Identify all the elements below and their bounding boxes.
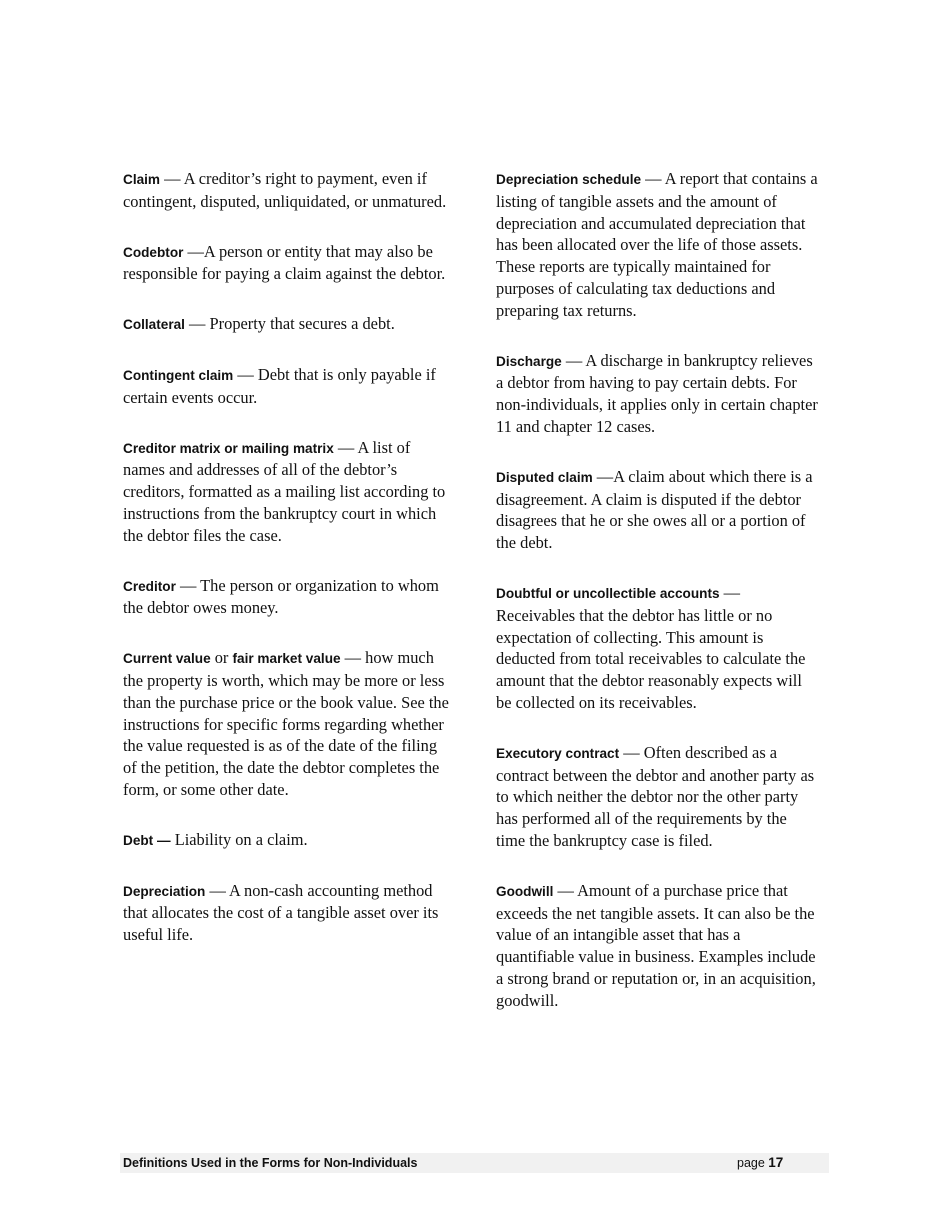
separator: — <box>561 350 586 370</box>
separator: — <box>233 364 258 384</box>
term: Executory contract <box>496 745 620 761</box>
separator: — <box>553 880 578 900</box>
footer-title: Definitions Used in the Forms for Non-Individuals <box>123 1156 418 1170</box>
right-column <box>496 168 818 1040</box>
definition-text: A person or entity that may also be responsible for paying a claim against the debtor. <box>123 241 446 284</box>
separator: — <box>160 169 184 188</box>
definition-disputed-claim <box>496 466 818 554</box>
separator: — <box>719 582 741 602</box>
separator: — <box>592 466 614 486</box>
definition-depreciation-schedule <box>496 168 818 322</box>
definition-text: A creditor’s right to payment, even if contingent, disputed, unliquidated, or unmatured. <box>123 169 447 211</box>
definition-text: how much the property is worth, which may be more or less than the purchase price or the book value. See the instructions for specific forms regarding whether the value requested is as of the date of the filing of the petition, the date the debtor completes the form, or some other date. <box>123 648 449 799</box>
definition-text: A list of names and addresses of all of the debtor’s creditors, formatted as a mailing list according to instructions from the bankruptcy court in which the debtor files the case. <box>123 437 446 545</box>
page-number-value: 17 <box>768 1155 784 1170</box>
term: Contingent claim <box>123 367 234 383</box>
definition-current-value <box>123 647 449 801</box>
term: Disputed claim <box>496 469 593 485</box>
term: Creditor <box>123 578 176 594</box>
definition-text: A discharge in bankruptcy relieves a debtor from having to pay certain debts. For non-individuals, it applies only in certain chapter 11 and chapter 12 cases. <box>496 350 818 436</box>
connector: or <box>210 648 233 668</box>
definition-text: Liability on a claim. <box>174 829 308 849</box>
left-column <box>123 168 449 974</box>
page-number <box>737 1153 783 1173</box>
page-footer <box>120 1153 829 1173</box>
definition-collateral <box>123 313 449 336</box>
definition-text: A report that contains a listing of tangible assets and the amount of depreciation and accumulated depreciation that has been allocated over the life of those assets. These reports are typically maintained for purposes of calculating tax deductions and preparing tax returns. <box>496 169 818 320</box>
definition-contingent-claim <box>123 364 449 409</box>
definition-creditor-matrix <box>123 437 449 547</box>
definition-codebtor <box>123 241 449 286</box>
definition-text: The person or organization to whom the debtor owes money. <box>123 575 439 618</box>
term: Claim <box>123 172 161 187</box>
term: Goodwill <box>496 883 554 899</box>
term: Collateral <box>123 317 185 333</box>
separator: — <box>175 575 201 595</box>
definition-discharge <box>496 350 818 438</box>
separator: — <box>619 742 644 762</box>
separator: — <box>333 437 358 457</box>
term: Debt — <box>123 832 171 848</box>
term: Depreciation schedule <box>496 172 642 187</box>
term: Doubtful or uncollectible accounts <box>496 585 720 601</box>
definition-text: Often described as a contract between the debtor and another party as to which neither the debtor nor the other party has performed all of the requirements by the time the bankruptcy case is filed. <box>496 742 815 850</box>
term: Current value <box>123 651 211 667</box>
definition-debt <box>123 829 449 852</box>
definition-creditor <box>123 575 449 620</box>
term: Discharge <box>496 353 562 369</box>
separator: — <box>184 314 210 334</box>
definition-goodwill <box>496 880 818 1012</box>
term: Creditor matrix or mailing matrix <box>123 440 334 456</box>
definition-text: Debt that is only payable if certain events occur. <box>123 364 436 407</box>
definition-text: Amount of a purchase price that exceeds the net tangible assets. It can also be the value of an intangible asset that has a quantifiable value in business. Examples include a strong brand or reputation or, in an acquisition, goodwill. <box>496 880 816 1010</box>
term: Codebtor <box>123 244 184 260</box>
definition-executory-contract <box>496 742 818 852</box>
definition-doubtful-accounts <box>496 582 818 714</box>
term-alt: fair market value <box>232 651 341 667</box>
definition-claim <box>123 168 449 213</box>
separator: — <box>340 648 366 668</box>
separator: — <box>183 241 204 261</box>
page-label: page <box>737 1156 765 1170</box>
definition-text: Property that secures a debt. <box>209 314 395 334</box>
definition-text: A claim about which there is a disagreement. A claim is disputed if the debtor disagrees that he or she owes all or a portion of the debt. <box>496 466 813 553</box>
term: Depreciation <box>123 883 206 899</box>
definition-text: A non-cash accounting method that allocates the cost of a tangible asset over its useful life. <box>123 880 439 945</box>
separator: — <box>205 880 230 900</box>
separator: — <box>641 169 665 188</box>
definition-depreciation <box>123 880 449 946</box>
definition-text: Receivables that the debtor has little or no expectation of collecting. This amount is deducted from total receivables to calculate the amount that the debtor reasonably expects will be collected on its receivables. <box>496 605 806 712</box>
